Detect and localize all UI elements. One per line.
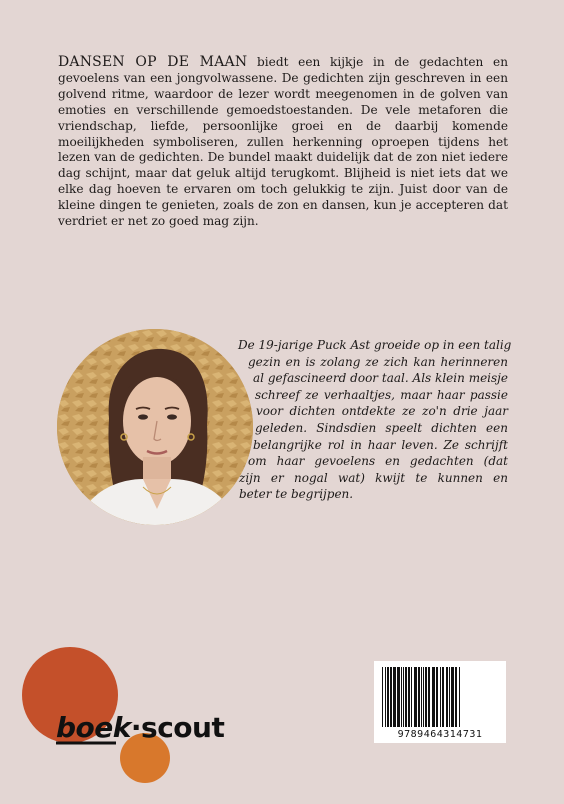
barcode-bar xyxy=(449,667,450,727)
barcode-bar xyxy=(451,667,454,727)
book-title: DANSEN OP DE MAAN xyxy=(58,54,248,70)
barcode-bar xyxy=(428,667,430,727)
barcode-bar xyxy=(408,667,410,727)
logo-text-boek: boek xyxy=(56,711,131,744)
bio-line: voor dichten ontdekte ze zo'n drie jaar xyxy=(256,404,508,419)
logo-text-dot: · xyxy=(130,711,142,744)
barcode-bar xyxy=(425,667,427,727)
bio-line: al gefascineerd door taal. Als klein meisje xyxy=(253,371,508,386)
barcode-bar xyxy=(421,667,422,727)
svg-text:boek·scout xyxy=(56,711,224,744)
isbn-barcode xyxy=(374,661,506,743)
bio-line: gezin en is zolang ze zich kan herinneren xyxy=(248,354,508,369)
publisher-logo xyxy=(0,640,260,800)
bio-line: De 19-jarige Puck Ast groeide op in een talig xyxy=(238,338,512,352)
bio-line: beter te begrijpen. xyxy=(239,487,354,502)
barcode-bar xyxy=(403,667,404,727)
barcode-bar xyxy=(459,667,460,727)
barcode-bar xyxy=(418,667,420,727)
bio-line: om haar gevoelens en gedachten (dat xyxy=(248,454,508,469)
blurb-text: biedt een kijkje in de gedachten en gevoelens van een jongvolwassene. De gedichten zijn geschreven in een golvend ritme, waardoor de lezer wordt meegenomen in de golven van emoties en verschillende gemoedstoestanden. De vele metaforen die vriendschap, liefde, persoonlijke groei en de daarbij komende moeilijkheden symboliseren, zullen herkenning oproepen tijdens het lezen van de gedichten. De bundel maakt duidelijk dat de zon niet iedere dag schijnt, maar dat geluk altijd terugkomt. Blijheid is niet iets dat we elke dag hoeven te ervaren om toch gelukkig te zijn. Juist door van de kleine dingen te genieten, zoals de zon en dansen, kun je accepteren dat verdriet er net zo goed mag zijn. xyxy=(58,55,508,229)
bio-line: schreef ze verhaaltjes, maar haar passie xyxy=(255,387,508,402)
logo-text-scout: scout xyxy=(141,711,225,744)
author-bio xyxy=(58,337,512,503)
barcode-bar xyxy=(414,667,417,727)
barcode-bar xyxy=(455,667,457,727)
barcode-bar xyxy=(397,667,400,727)
barcode-bar xyxy=(423,667,424,727)
barcode-bars xyxy=(374,663,506,733)
bio-line: geleden. Sindsdien speelt dichten een xyxy=(255,420,508,435)
barcode-bar xyxy=(436,667,438,727)
bio-line: zijn er nogal wat) kwijt te kunnen en xyxy=(239,470,508,485)
barcode-bar xyxy=(405,667,407,727)
isbn-number: 9789464314731 xyxy=(397,729,483,740)
barcode-bar xyxy=(411,667,412,727)
barcode-bar xyxy=(393,667,396,727)
back-cover-blurb xyxy=(58,55,508,230)
bio-line: belangrijke rol in haar leven. Ze schrijft xyxy=(253,437,508,452)
barcode-bar xyxy=(387,667,389,727)
barcode-bar xyxy=(440,667,441,727)
barcode-bar xyxy=(382,667,383,727)
barcode-bar xyxy=(432,667,435,727)
barcode-bar xyxy=(385,667,386,727)
barcode-bar xyxy=(446,667,448,727)
barcode-bar xyxy=(390,667,392,727)
barcode-bar xyxy=(442,667,444,727)
barcode-bar xyxy=(401,667,402,727)
